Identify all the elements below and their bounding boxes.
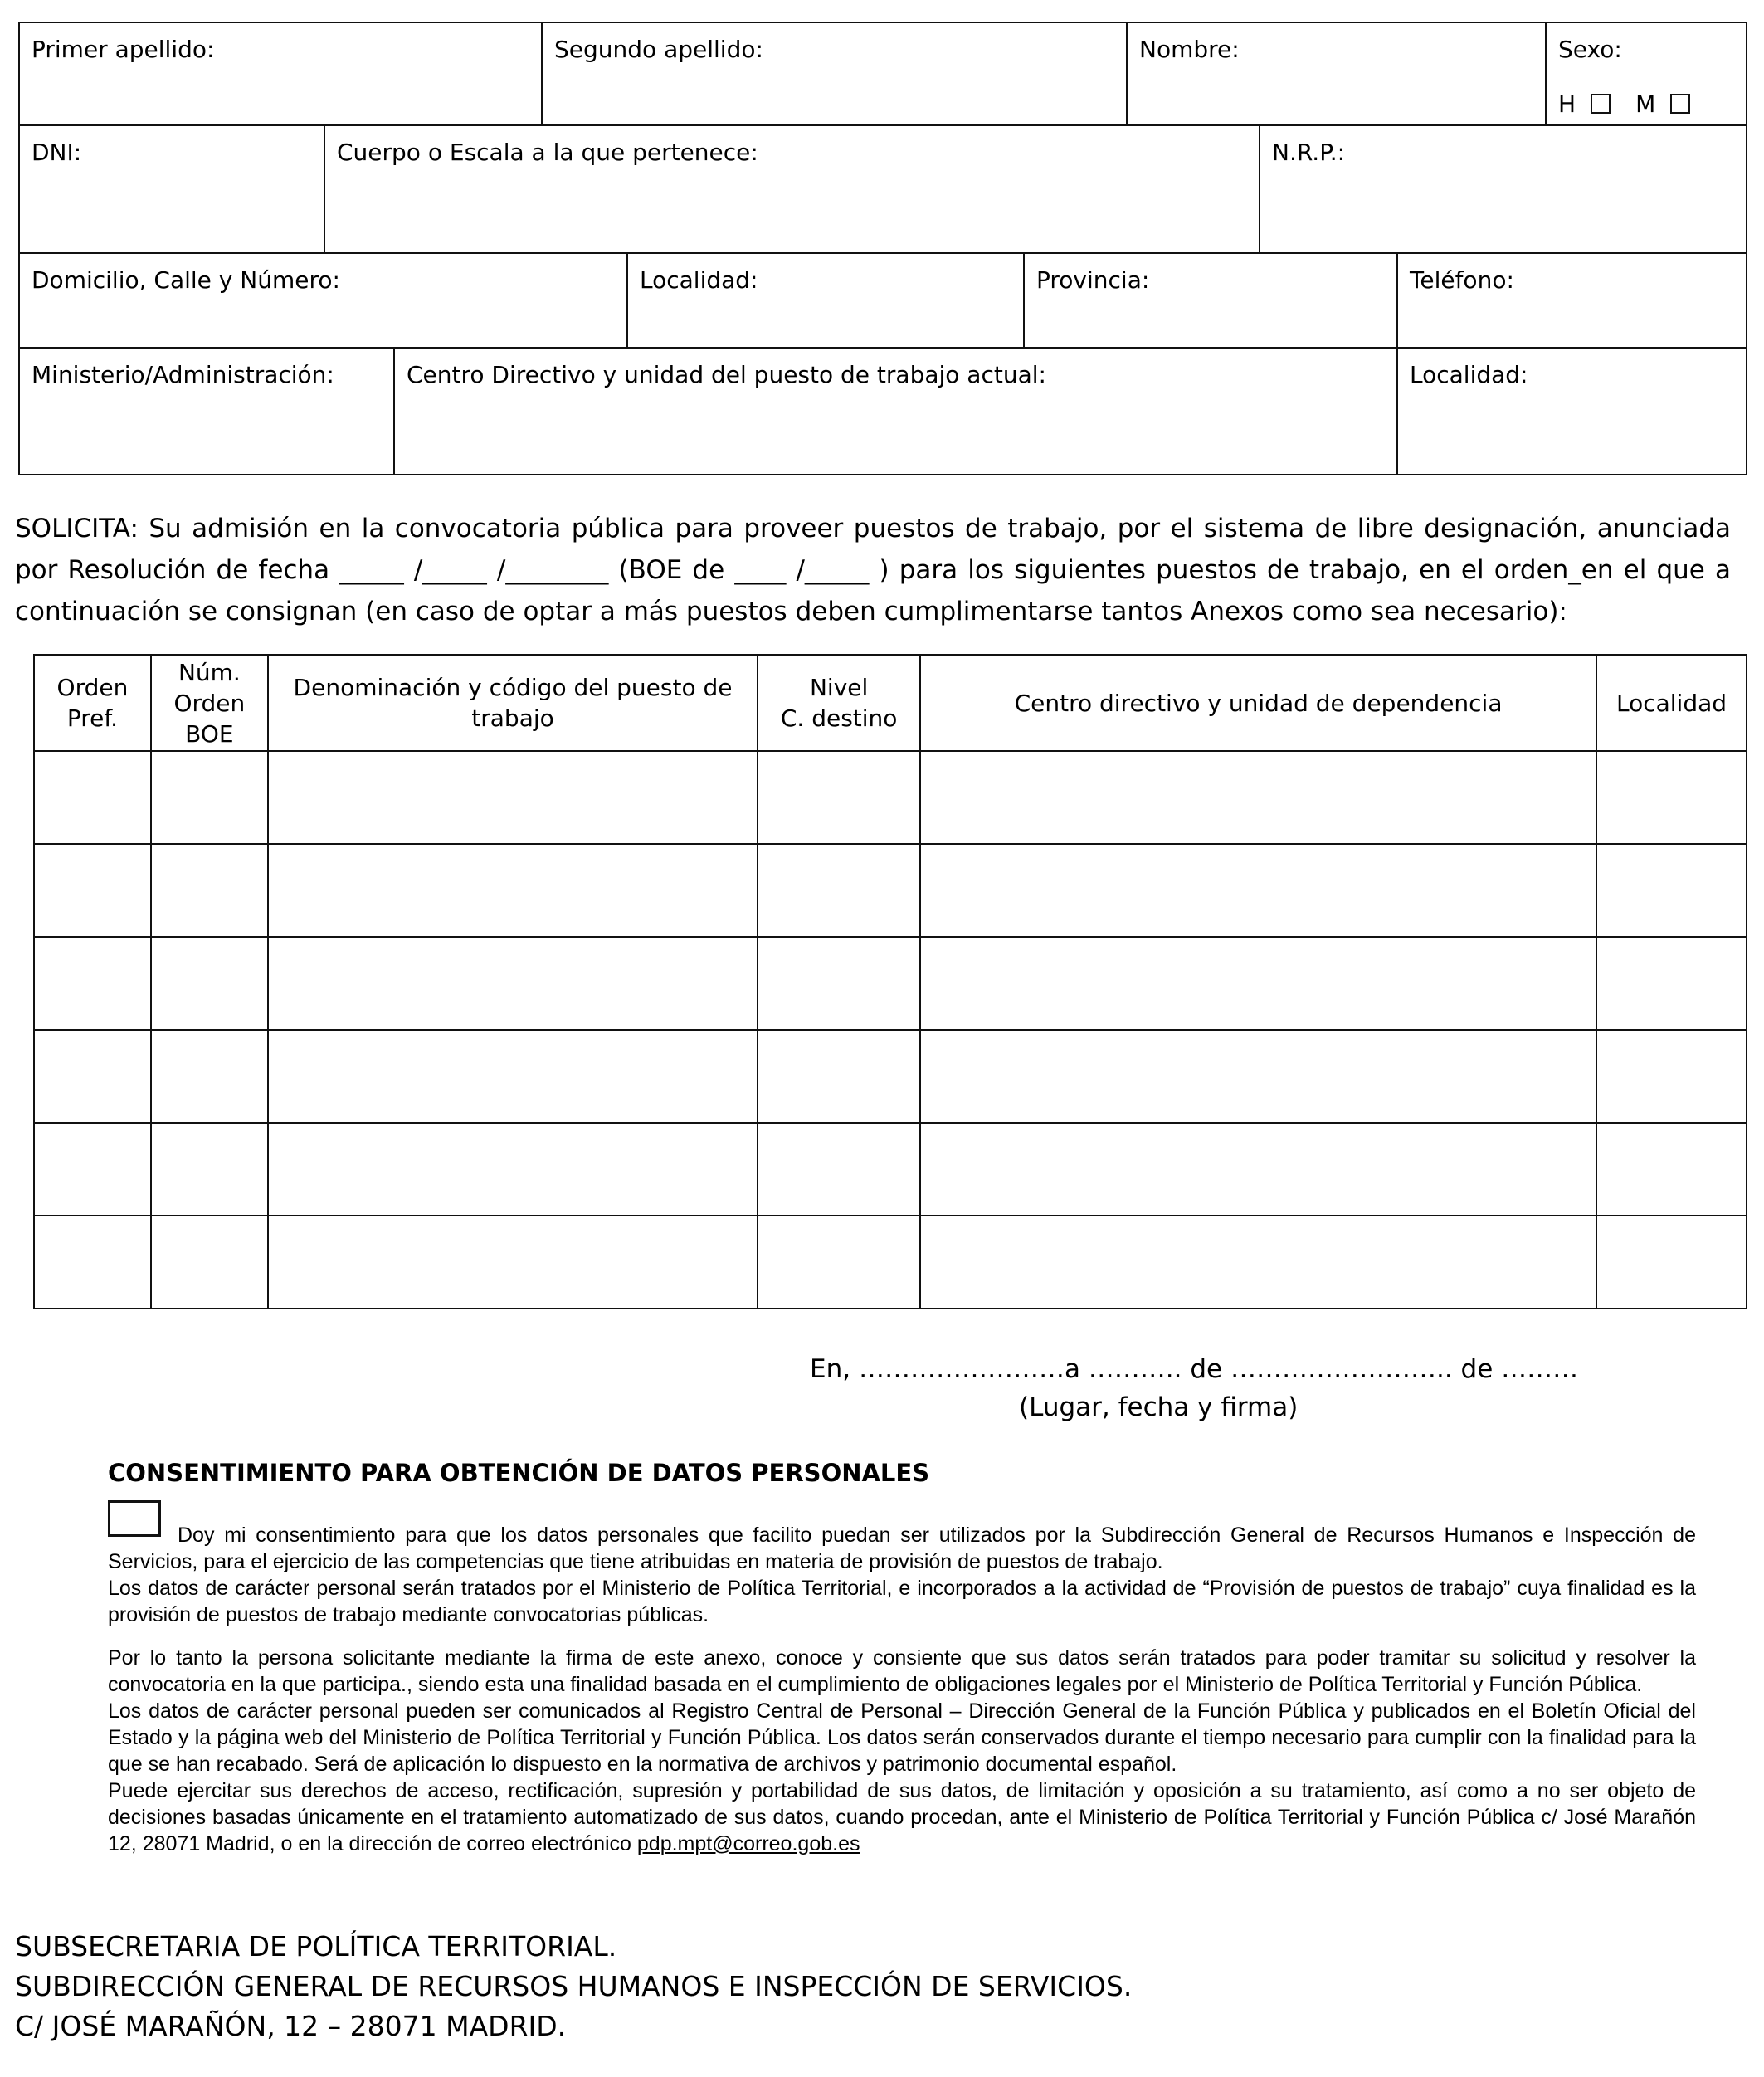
consent-paragraph-5 [108, 1777, 1696, 1857]
col-nivel-line1: Nivel [809, 674, 869, 701]
dni-field[interactable] [20, 126, 325, 254]
col-orden-pref-line1: Orden [56, 674, 129, 701]
domicilio-field[interactable] [20, 254, 628, 349]
table-cell[interactable] [151, 844, 268, 937]
consent-paragraph-4: Los datos de carácter personal pueden ser comunicados al Registro Central de Personal – Dirección General de la Función Pública y publicados en el Boletín Oficial del Estado y la página web del Ministerio de Política Territorial y Función Pública. Los datos serán conservados durante el tiempo necesario para cumplir con la finalidad para la que se han recabado. Será de aplicación lo dispuesto en la normativa de archivos y patrimonio documental español. [108, 1699, 1696, 1776]
table-cell[interactable] [34, 1216, 151, 1309]
table-row [34, 1030, 1747, 1123]
consent-paragraph-5-text: Puede ejercitar sus derechos de acceso, rectificación, supresión y portabilidad de sus datos, de limitación y oposición a su tratamiento, así como a no ser objeto de decisiones basadas únicamente en el tratamiento automatizado de sus datos, cuando procedan, ante el Ministerio de Política Territorial y Función Pública c/ José Marañón 12, 28071 Madrid, o en la dirección de correo electrónico [108, 1779, 1696, 1855]
localidad-actual-label: Localidad: [1410, 361, 1528, 388]
table-cell[interactable] [1596, 937, 1747, 1030]
nrp-field[interactable] [1260, 126, 1746, 254]
col-localidad: Localidad [1596, 655, 1747, 751]
table-row [34, 1123, 1747, 1216]
footer-line-1: SUBSECRETARIA DE POLÍTICA TERRITORIAL. [15, 1930, 617, 1962]
table-cell[interactable] [758, 1216, 920, 1309]
table-cell[interactable] [758, 844, 920, 937]
col-num-orden-line2: Orden [173, 689, 246, 717]
personal-data-grid [18, 22, 1747, 475]
table-cell[interactable] [268, 937, 758, 1030]
table-header-row [34, 655, 1747, 751]
positions-table [33, 654, 1747, 1309]
telefono-field[interactable] [1398, 254, 1746, 349]
table-cell[interactable] [268, 1216, 758, 1309]
table-cell[interactable] [34, 751, 151, 844]
solicita-paragraph: SOLICITA: Su admisión en la convocatoria pública para proveer puestos de trabajo, por el sistema de libre designación, anunciada por Resolución de fecha _____ /_____ /________ (BOE de ____ /_____ ) para los siguientes puestos de trabajo, en el orden_en el que a continuación se consignan (en caso de optar a más puestos deben cumplimentarse tantos Anexos como sea necesario): [15, 514, 1731, 627]
primer-apellido-label: Primer apellido: [32, 36, 215, 63]
table-cell[interactable] [151, 1216, 268, 1309]
segundo-apellido-field[interactable] [543, 23, 1128, 126]
footer-line-3: C/ JOSÉ MARAÑÓN, 12 – 28071 MADRID. [15, 2010, 567, 2042]
telefono-label: Teléfono: [1410, 266, 1514, 294]
table-cell[interactable] [151, 1123, 268, 1216]
ministerio-label: Ministerio/Administración: [32, 361, 334, 388]
table-cell[interactable] [758, 751, 920, 844]
localidad-domicilio-label: Localidad: [640, 266, 758, 294]
table-cell[interactable] [920, 937, 1596, 1030]
table-cell[interactable] [1596, 1123, 1747, 1216]
col-num-orden-line1: Núm. [178, 658, 241, 686]
table-cell[interactable] [268, 1123, 758, 1216]
table-cell[interactable] [34, 1123, 151, 1216]
consent-email-link[interactable]: pdp.mpt@correo.gob.es [636, 1832, 860, 1855]
centro-directivo-actual-field[interactable] [395, 349, 1398, 474]
table-cell[interactable] [920, 1216, 1596, 1309]
col-orden-pref-line2: Pref. [66, 705, 119, 732]
col-num-orden-line3: BOE [185, 719, 234, 748]
col-denominacion-line1: Denominación y código del puesto de [293, 674, 733, 701]
col-centro-directivo: Centro directivo y unidad de dependencia [920, 655, 1596, 751]
sexo-h-label: H [1558, 90, 1576, 118]
table-cell[interactable] [920, 751, 1596, 844]
col-num-orden-boe [151, 655, 268, 751]
consent-paragraph-2: Los datos de carácter personal serán tratados por el Ministerio de Política Territorial, e incorporados a la actividad de “Provisión de puestos de trabajo” cuya finalidad es la provisión de puestos de trabajo mediante convocatorias públicas. [108, 1577, 1696, 1626]
table-cell[interactable] [34, 1030, 151, 1123]
col-orden-pref [34, 655, 151, 751]
signature-line: En, ……………………a ……….. de …………………….. de ……… [810, 1354, 1579, 1384]
primer-apellido-field[interactable] [20, 23, 543, 126]
centro-directivo-actual-label: Centro Directivo y unidad del puesto de trabajo actual: [407, 361, 1046, 388]
footer-address [15, 1927, 1132, 2046]
sexo-m-checkbox[interactable] [1670, 94, 1690, 114]
table-cell[interactable] [1596, 751, 1747, 844]
table-cell[interactable] [268, 751, 758, 844]
col-denominacion [268, 655, 758, 751]
table-cell[interactable] [151, 937, 268, 1030]
table-cell[interactable] [268, 844, 758, 937]
table-cell[interactable] [151, 1030, 268, 1123]
domicilio-label: Domicilio, Calle y Número: [32, 266, 340, 294]
consent-paragraph-3: Por lo tanto la persona solicitante mediante la firma de este anexo, conoce y consiente que sus datos serán tratados para poder tramitar su solicitud y resolver la convocatoria en la que participa., siendo esta una finalidad basada en el cumplimiento de obligaciones legales por el Ministerio de Política Territorial y Función Pública. [108, 1646, 1696, 1696]
consent-title: CONSENTIMIENTO PARA OBTENCIÓN DE DATOS PERSONALES [108, 1459, 930, 1487]
localidad-domicilio-field[interactable] [628, 254, 1025, 349]
table-cell[interactable] [1596, 844, 1747, 937]
cuerpo-escala-label: Cuerpo o Escala a la que pertenece: [337, 139, 758, 166]
col-nivel-line2: C. destino [780, 705, 898, 732]
ministerio-field[interactable] [20, 349, 395, 474]
table-cell[interactable] [758, 1123, 920, 1216]
nombre-label: Nombre: [1139, 36, 1240, 63]
table-cell[interactable] [34, 844, 151, 937]
consent-text [108, 1522, 1696, 1857]
signature-caption: (Lugar, fecha y firma) [1019, 1392, 1299, 1422]
table-cell[interactable] [758, 1030, 920, 1123]
provincia-field[interactable] [1025, 254, 1398, 349]
table-row [34, 937, 1747, 1030]
table-row [34, 844, 1747, 937]
table-cell[interactable] [920, 1030, 1596, 1123]
table-cell[interactable] [920, 844, 1596, 937]
segundo-apellido-label: Segundo apellido: [554, 36, 763, 63]
sexo-m-label: M [1635, 90, 1656, 118]
nombre-field[interactable] [1128, 23, 1547, 126]
table-cell[interactable] [1596, 1216, 1747, 1309]
sexo-field [1547, 23, 1746, 126]
cuerpo-escala-field[interactable] [325, 126, 1260, 254]
localidad-actual-field[interactable] [1398, 349, 1746, 474]
table-cell[interactable] [151, 751, 268, 844]
dni-label: DNI: [32, 139, 82, 166]
col-nivel [758, 655, 920, 751]
col-denominacion-line2: trabajo [471, 705, 554, 732]
table-row [34, 1216, 1747, 1309]
table-cell[interactable] [34, 937, 151, 1030]
nrp-label: N.R.P.: [1272, 139, 1346, 166]
table-row [34, 751, 1747, 844]
table-cell[interactable] [920, 1123, 1596, 1216]
sexo-label: Sexo: [1558, 36, 1622, 63]
table-cell[interactable] [268, 1030, 758, 1123]
sexo-options [1558, 90, 1715, 119]
table-cell[interactable] [758, 937, 920, 1030]
sexo-h-checkbox[interactable] [1591, 94, 1611, 114]
table-cell[interactable] [1596, 1030, 1747, 1123]
footer-line-2: SUBDIRECCIÓN GENERAL DE RECURSOS HUMANOS E INSPECCIÓN DE SERVICIOS. [15, 1970, 1133, 2002]
provincia-label: Provincia: [1036, 266, 1150, 294]
consent-paragraph-1: Doy mi consentimiento para que los datos personales que facilito puedan ser utilizados por la Subdirección General de Recursos Humanos e Inspección de Servicios, para el ejercicio de las competencias que tiene atribuidas en materia de provisión de puestos de trabajo. [108, 1524, 1696, 1573]
